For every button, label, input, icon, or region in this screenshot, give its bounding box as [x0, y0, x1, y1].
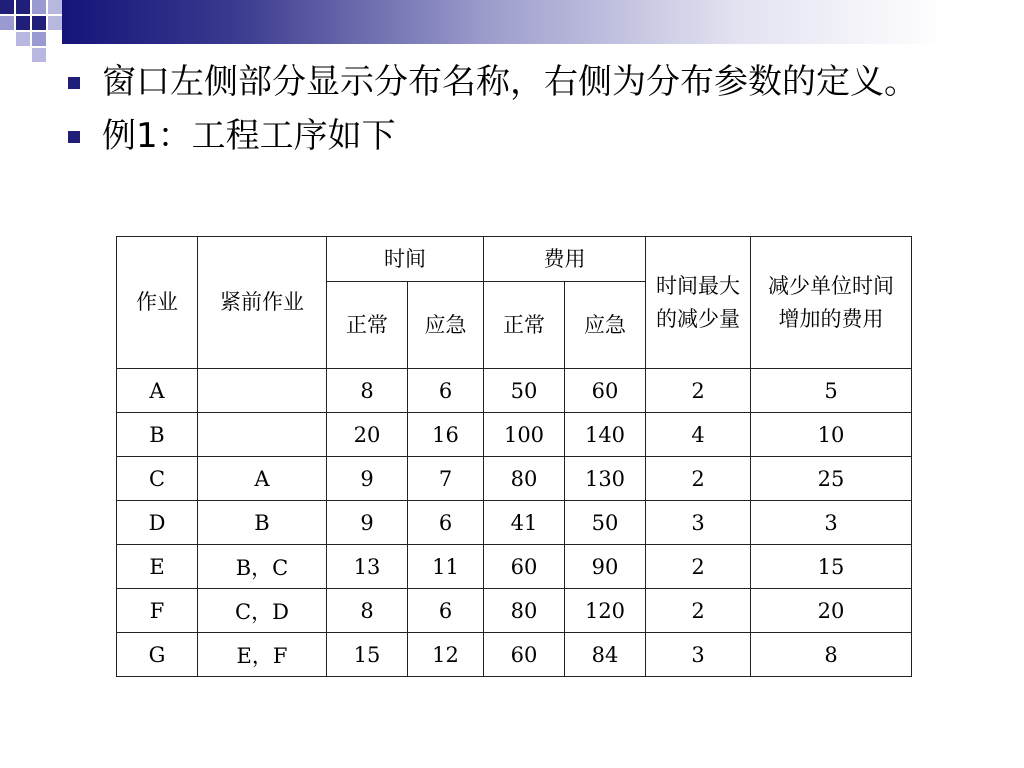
cell-cost-crash: 50 — [565, 501, 646, 545]
bullet-square-icon — [68, 77, 80, 89]
header-unit-cost-text: 减少单位时间增加的费用 — [768, 273, 894, 331]
cell-activity: D — [117, 501, 198, 545]
cell-predecessor: C，D — [198, 589, 327, 633]
cell-time-crash: 16 — [408, 413, 484, 457]
bullet-text: 窗口左侧部分显示分布名称，右侧为分布参数的定义。 — [102, 62, 918, 102]
cell-time-normal: 8 — [327, 369, 408, 413]
cell-unit-cost: 3 — [751, 501, 912, 545]
cell-max-reduction: 2 — [646, 545, 751, 589]
decor-square — [48, 0, 62, 14]
cell-time-crash: 6 — [408, 369, 484, 413]
bullet-text: 例1：工程工序如下 — [102, 116, 396, 156]
table-row — [117, 369, 912, 413]
header-cost-crash: 应急 — [565, 282, 646, 369]
decor-square — [32, 16, 46, 30]
cell-time-crash: 6 — [408, 589, 484, 633]
cell-max-reduction: 3 — [646, 633, 751, 677]
cell-time-normal: 9 — [327, 457, 408, 501]
header-time-normal: 正常 — [327, 282, 408, 369]
decor-square — [32, 0, 46, 14]
decor-square — [48, 16, 62, 30]
cell-time-crash: 12 — [408, 633, 484, 677]
cell-predecessor — [198, 413, 327, 457]
table-row — [117, 501, 912, 545]
cell-cost-crash: 120 — [565, 589, 646, 633]
cell-max-reduction: 4 — [646, 413, 751, 457]
cell-max-reduction: 2 — [646, 589, 751, 633]
decor-square — [0, 0, 14, 14]
cell-max-reduction: 2 — [646, 457, 751, 501]
header-cost: 费用 — [484, 237, 646, 282]
cell-cost-normal: 60 — [484, 545, 565, 589]
table-body — [117, 369, 912, 677]
header-time-crash: 应急 — [408, 282, 484, 369]
cell-unit-cost: 15 — [751, 545, 912, 589]
cell-activity: E — [117, 545, 198, 589]
cell-cost-crash: 60 — [565, 369, 646, 413]
decor-square — [32, 32, 46, 46]
decor-square — [16, 0, 30, 14]
header-max-reduction-text: 时间最大的减少量 — [656, 273, 740, 331]
cell-activity: C — [117, 457, 198, 501]
header-time: 时间 — [327, 237, 484, 282]
header-predecessor: 紧前作业 — [198, 237, 327, 369]
header-gradient-band — [62, 0, 1024, 44]
cell-cost-normal: 80 — [484, 589, 565, 633]
decor-square — [32, 48, 46, 62]
cell-predecessor: E，F — [198, 633, 327, 677]
cell-time-crash: 11 — [408, 545, 484, 589]
table-row — [117, 589, 912, 633]
cell-cost-crash: 140 — [565, 413, 646, 457]
bullet-square-icon — [68, 131, 80, 143]
cell-time-crash: 6 — [408, 501, 484, 545]
cell-time-normal: 15 — [327, 633, 408, 677]
table-row — [117, 457, 912, 501]
cell-unit-cost: 5 — [751, 369, 912, 413]
cell-activity: F — [117, 589, 198, 633]
cell-unit-cost: 10 — [751, 413, 912, 457]
table-row — [117, 633, 912, 677]
cell-activity: A — [117, 369, 198, 413]
cell-time-normal: 8 — [327, 589, 408, 633]
cell-activity: G — [117, 633, 198, 677]
project-table — [116, 236, 912, 677]
decor-square — [16, 16, 30, 30]
cell-cost-normal: 100 — [484, 413, 565, 457]
cell-time-normal: 20 — [327, 413, 408, 457]
table-row — [117, 413, 912, 457]
header-max-reduction — [646, 237, 751, 369]
cell-unit-cost: 20 — [751, 589, 912, 633]
cell-time-normal: 13 — [327, 545, 408, 589]
cell-activity: B — [117, 413, 198, 457]
decor-square — [16, 32, 30, 46]
cell-cost-crash: 84 — [565, 633, 646, 677]
header-unit-cost — [751, 237, 912, 369]
bullet-item — [64, 114, 964, 158]
cell-time-crash: 7 — [408, 457, 484, 501]
cell-max-reduction: 2 — [646, 369, 751, 413]
activity-table — [116, 236, 912, 677]
cell-unit-cost: 8 — [751, 633, 912, 677]
cell-cost-normal: 60 — [484, 633, 565, 677]
decor-square — [0, 16, 14, 30]
cell-cost-crash: 90 — [565, 545, 646, 589]
table-row — [117, 545, 912, 589]
cell-predecessor: B — [198, 501, 327, 545]
cell-cost-crash: 130 — [565, 457, 646, 501]
cell-cost-normal: 80 — [484, 457, 565, 501]
cell-predecessor — [198, 369, 327, 413]
header-cost-normal: 正常 — [484, 282, 565, 369]
bullet-list — [64, 60, 964, 168]
bullet-item — [64, 60, 964, 104]
cell-time-normal: 9 — [327, 501, 408, 545]
header-activity: 作业 — [117, 237, 198, 369]
cell-cost-normal: 41 — [484, 501, 565, 545]
cell-predecessor: B，C — [198, 545, 327, 589]
cell-predecessor: A — [198, 457, 327, 501]
cell-cost-normal: 50 — [484, 369, 565, 413]
cell-unit-cost: 25 — [751, 457, 912, 501]
cell-max-reduction: 3 — [646, 501, 751, 545]
